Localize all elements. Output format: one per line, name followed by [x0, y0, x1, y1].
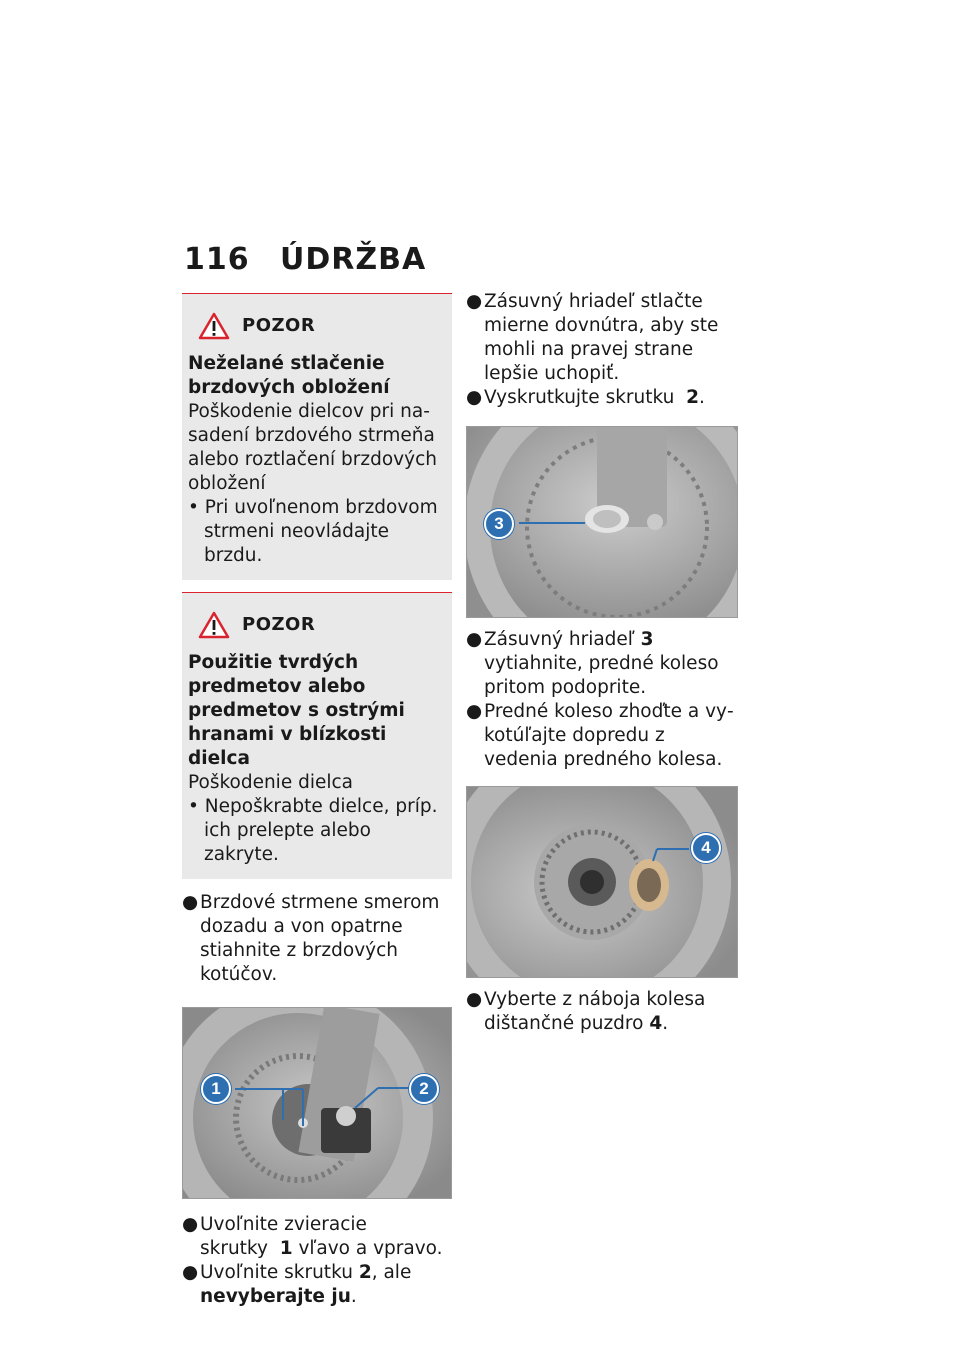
step-item: ●Vyberte z náboja kolesa dištančné puzdro 4. — [466, 989, 706, 1034]
step-item: ●Zásuvný hriadeľ stlačte mierne dovnútra, aby ste mohli na pravej strane lepšie uchopiť. — [466, 291, 719, 384]
left-column — [182, 293, 452, 1309]
step-item: ●Uvoľnite skrutku 2, ale nevyberajte ju. — [182, 1262, 412, 1307]
callout-4: 4 — [691, 833, 721, 863]
callout-1: 1 — [201, 1074, 231, 1104]
callout-2: 2 — [409, 1074, 439, 1104]
warning-triangle-icon — [198, 611, 230, 639]
warning-title: POZOR — [242, 315, 316, 336]
page-header — [184, 242, 426, 277]
section-title: ÚDRŽBA — [280, 242, 427, 277]
warning-subtitle: Neželané stlačenie brzdových obložení — [188, 353, 390, 398]
warning-text: Poškodenie dielcov pri nasadení brzdového strmeňa alebo roztlačení brzdových obložení — [188, 401, 437, 494]
warning-item: • Pri uvoľnenom brzdovom strmeni neovládajte brzdu. — [188, 497, 438, 566]
warning-title: POZOR — [242, 614, 316, 635]
page-number: 116 — [184, 242, 250, 277]
step-item: ●Zásuvný hriadeľ 3 vytiahnite, predné koleso pritom podoprite. — [466, 629, 719, 698]
right-column — [466, 290, 738, 1036]
photo-illustration — [183, 1008, 452, 1199]
step-item: ●Predné koleso zhoďte a vykotúľajte dopredu z vedenia predného kolesa. — [466, 701, 734, 770]
warning-box-1 — [182, 293, 452, 580]
step-item: ●Uvoľnite zvieracie skrutky 1 vľavo a vpravo. — [182, 1214, 443, 1259]
photo-spacer-sleeve — [466, 786, 738, 978]
warning-box-2 — [182, 592, 452, 879]
step-item: ●Vyskrutkujte skrutku 2. — [466, 387, 705, 408]
warning-item: • Nepoškrabte dielce, príp. ich prelepte alebo zakryte. — [188, 796, 438, 865]
warning-triangle-icon — [198, 312, 230, 340]
callout-3: 3 — [484, 509, 514, 539]
photo-illustration — [467, 787, 738, 978]
step-item: ●Brzdové strmene smerom dozadu a von opatrne stiahnite z brzdových kotúčov. — [182, 892, 440, 985]
warning-subtitle: Použitie tvrdých predmetov alebo predmetov s ostrými hranami v blízkosti dielca — [188, 652, 405, 769]
photo-axle — [466, 426, 738, 618]
photo-brake-caliper — [182, 1007, 452, 1199]
warning-text: Poškodenie dielca — [188, 772, 353, 793]
